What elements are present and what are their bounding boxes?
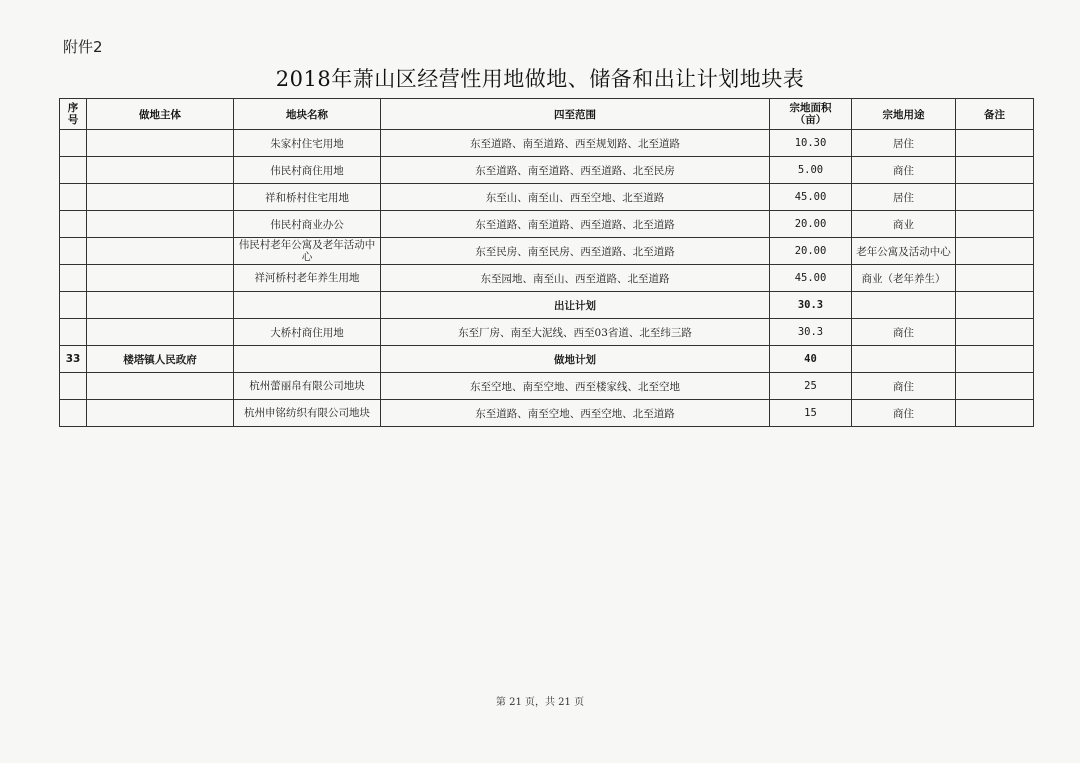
- table-row: [60, 238, 1034, 265]
- cell-plot-name: 杭州蕾丽帛有限公司地块: [234, 373, 381, 400]
- header-area: [770, 99, 852, 130]
- cell-area: 45.00: [770, 184, 852, 211]
- cell-remarks: [956, 346, 1034, 373]
- cell-usage: [852, 292, 956, 319]
- cell-seq: [60, 265, 87, 292]
- header-area-top: 宗地面积: [789, 102, 832, 114]
- cell-area: 30.3: [770, 319, 852, 346]
- cell-boundaries: 东至道路、南至空地、西至空地、北至道路: [381, 400, 770, 427]
- cell-usage: 居住: [852, 184, 956, 211]
- cell-boundaries: 东至园地、南至山、西至道路、北至道路: [381, 265, 770, 292]
- header-boundaries: 四至范围: [381, 99, 770, 130]
- cell-plot-name: 祥河桥村老年养生用地: [234, 265, 381, 292]
- cell-entity: [87, 319, 234, 346]
- cell-boundaries: 东至道路、南至道路、西至道路、北至民房: [381, 157, 770, 184]
- cell-usage: 老年公寓及活动中心: [852, 238, 956, 265]
- cell-entity: [87, 373, 234, 400]
- cell-entity: [87, 211, 234, 238]
- cell-entity: [87, 400, 234, 427]
- cell-area: 20.00: [770, 238, 852, 265]
- cell-remarks: [956, 292, 1034, 319]
- document-title: 2018年萧山区经营性用地做地、储备和出让计划地块表: [275, 67, 805, 91]
- table-row: [60, 130, 1034, 157]
- header-plot-name: 地块名称: [234, 99, 381, 130]
- cell-entity: [87, 265, 234, 292]
- cell-seq: [60, 238, 87, 265]
- cell-usage: 商住: [852, 373, 956, 400]
- cell-boundaries: 东至道路、南至道路、西至道路、北至道路: [381, 211, 770, 238]
- cell-plot-name: [234, 292, 381, 319]
- cell-boundaries: 出让计划: [381, 292, 770, 319]
- table-row: [60, 319, 1034, 346]
- cell-entity: [87, 184, 234, 211]
- cell-remarks: [956, 400, 1034, 427]
- header-area-bottom: （亩）: [794, 114, 827, 126]
- cell-entity: [87, 292, 234, 319]
- cell-usage: 商业: [852, 211, 956, 238]
- cell-remarks: [956, 211, 1034, 238]
- cell-plot-name: [234, 346, 381, 373]
- cell-remarks: [956, 265, 1034, 292]
- land-plot-table: [59, 98, 1034, 427]
- cell-remarks: [956, 238, 1034, 265]
- cell-remarks: [956, 184, 1034, 211]
- table-row: [60, 157, 1034, 184]
- cell-plot-name: 大桥村商住用地: [234, 319, 381, 346]
- cell-area: 40: [770, 346, 852, 373]
- cell-boundaries: 东至空地、南至空地、西至楼家线、北至空地: [381, 373, 770, 400]
- cell-seq: [60, 211, 87, 238]
- cell-remarks: [956, 319, 1034, 346]
- cell-plot-name: 伟民村商住用地: [234, 157, 381, 184]
- cell-seq: 33: [60, 346, 87, 373]
- cell-area: 30.3: [770, 292, 852, 319]
- page-footer: 第 21 页，共 21 页: [495, 697, 585, 708]
- table-body: [60, 130, 1034, 427]
- cell-seq: [60, 130, 87, 157]
- table-row: [60, 265, 1034, 292]
- cell-remarks: [956, 373, 1034, 400]
- cell-entity: [87, 238, 234, 265]
- cell-usage: 商住: [852, 319, 956, 346]
- cell-boundaries: 东至山、南至山、西至空地、北至道路: [381, 184, 770, 211]
- cell-boundaries: 做地计划: [381, 346, 770, 373]
- cell-seq: [60, 400, 87, 427]
- cell-boundaries: 东至民房、南至民房、西至道路、北至道路: [381, 238, 770, 265]
- cell-usage: 商住: [852, 400, 956, 427]
- cell-remarks: [956, 157, 1034, 184]
- cell-plot-name: 杭州申铭纺织有限公司地块: [234, 400, 381, 427]
- table-summary-row: [60, 346, 1034, 373]
- cell-usage: 商住: [852, 157, 956, 184]
- cell-plot-name: 祥和桥村住宅用地: [234, 184, 381, 211]
- cell-plot-name: 伟民村商业办公: [234, 211, 381, 238]
- cell-seq: [60, 319, 87, 346]
- table-header-row: [60, 99, 1034, 130]
- cell-seq: [60, 373, 87, 400]
- cell-entity: 楼塔镇人民政府: [87, 346, 234, 373]
- header-seq-bottom: 号: [67, 114, 79, 126]
- cell-area: 10.30: [770, 130, 852, 157]
- attachment-label: 附件2: [63, 38, 103, 56]
- cell-plot-name: 朱家村住宅用地: [234, 130, 381, 157]
- cell-usage: 居住: [852, 130, 956, 157]
- cell-area: 20.00: [770, 211, 852, 238]
- table-summary-row: [60, 292, 1034, 319]
- table-row: [60, 211, 1034, 238]
- cell-area: 45.00: [770, 265, 852, 292]
- cell-seq: [60, 157, 87, 184]
- cell-remarks: [956, 130, 1034, 157]
- cell-boundaries: 东至道路、南至道路、西至规划路、北至道路: [381, 130, 770, 157]
- cell-plot-name: 伟民村老年公寓及老年活动中心: [234, 238, 381, 265]
- table-row: [60, 400, 1034, 427]
- cell-seq: [60, 292, 87, 319]
- cell-area: 15: [770, 400, 852, 427]
- cell-area: 5.00: [770, 157, 852, 184]
- cell-usage: [852, 346, 956, 373]
- cell-entity: [87, 157, 234, 184]
- header-seq-top: 序: [67, 102, 79, 114]
- cell-entity: [87, 130, 234, 157]
- table-row: [60, 373, 1034, 400]
- header-remarks: 备注: [956, 99, 1034, 130]
- cell-usage: 商业（老年养生）: [852, 265, 956, 292]
- header-entity: 做地主体: [87, 99, 234, 130]
- cell-boundaries: 东至厂房、南至大泥线、西至03省道、北至纬三路: [381, 319, 770, 346]
- cell-seq: [60, 184, 87, 211]
- table-row: [60, 184, 1034, 211]
- header-usage: 宗地用途: [852, 99, 956, 130]
- cell-area: 25: [770, 373, 852, 400]
- header-seq: [60, 99, 87, 130]
